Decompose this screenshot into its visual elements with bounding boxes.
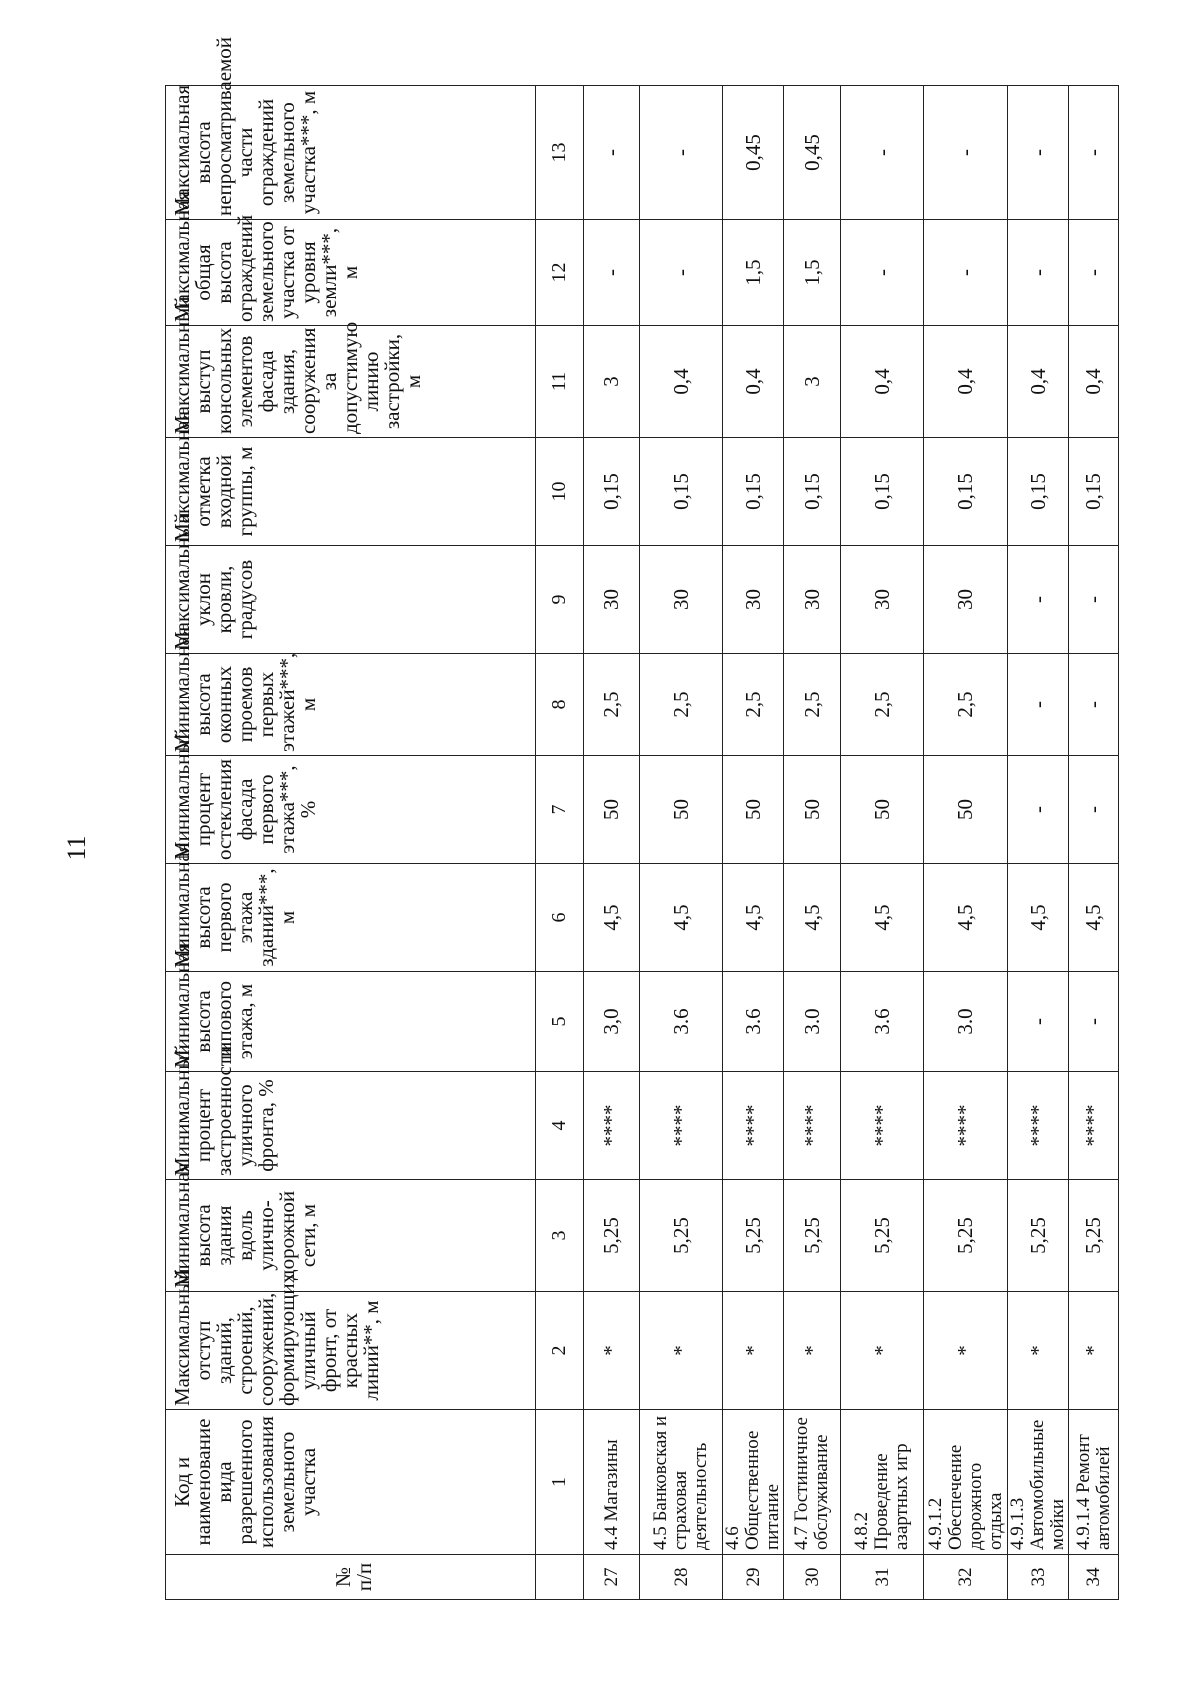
table-cell: 2,5 [841,654,924,756]
table-cell: - [841,86,924,220]
table-cell: **** [1008,1072,1069,1180]
table-cell: 3.0 [784,972,841,1072]
table-cell: * [784,1292,841,1410]
table-cell: - [1069,972,1119,1072]
column-number: 6 [536,864,584,972]
table-cell: 50 [784,756,841,864]
row-index: 29 [723,1555,784,1600]
table-cell: - [1008,972,1069,1072]
header-cell: Максимальный уклон кровли, градусов [166,546,536,654]
header-cell: Минимальная высота здания вдоль улично-дорожной сети, м [166,1180,536,1292]
table-cell: 0,4 [924,326,1008,438]
table-cell: - [1008,756,1069,864]
table-cell: 5,25 [841,1180,924,1292]
column-number: 9 [536,546,584,654]
column-number: 10 [536,438,584,546]
table-cell: 5,25 [584,1180,640,1292]
table-cell: - [584,220,640,326]
column-number-row [536,86,584,1600]
table-cell: 5,25 [1008,1180,1069,1292]
page-number: 11 [62,835,91,861]
header-cell: Минимальный процент остекления фасада первого этажа***, % [166,756,536,864]
column-number: 8 [536,654,584,756]
table-row [723,86,784,1600]
table-cell: 3,0 [584,972,640,1072]
table-cell: 0,15 [723,438,784,546]
column-number: 13 [536,86,584,220]
table-cell: 0,15 [640,438,723,546]
table-cell: 0,45 [784,86,841,220]
table-cell: 50 [723,756,784,864]
header-cell: Минимальная высота оконных проемов первых этажей***, м [166,654,536,756]
table-cell: 2,5 [584,654,640,756]
table-cell: 2,5 [784,654,841,756]
table-cell: 0,4 [1069,326,1119,438]
table-cell: - [640,86,723,220]
table-cell: 5,25 [640,1180,723,1292]
table-cell: 50 [640,756,723,864]
table-cell: 30 [640,546,723,654]
header-cell: Максимальная общая высота ограждений земельного участка от уровня земли***, м [166,220,536,326]
land-use-name: 4.9.1.3 Автомобильные мойки [1008,1410,1069,1555]
header-cell: Максимальная высота непросматриваемой части ограждений земельного участка***, м [166,86,536,220]
table-cell: 0,15 [784,438,841,546]
table-cell: 0,15 [924,438,1008,546]
header-cell: № п/п [166,1555,536,1600]
column-number: 4 [536,1072,584,1180]
column-number: 12 [536,220,584,326]
table-cell: 0,4 [723,326,784,438]
table-cell: 30 [841,546,924,654]
land-use-name: 4.5 Банковская и страховая деятельность [640,1410,723,1555]
land-use-name: 4.4 Магазины [584,1410,640,1555]
table-cell: 3.6 [723,972,784,1072]
header-cell: Максимальный отступ зданий, строений, сооружений, формирующих уличный фронт, от красных линий**, м [166,1292,536,1410]
table-cell: 4,5 [723,864,784,972]
table-cell: 5,25 [1069,1180,1119,1292]
column-number: 3 [536,1180,584,1292]
table-cell: 4,5 [1069,864,1119,972]
column-number: 1 [536,1410,584,1555]
row-index: 27 [584,1555,640,1600]
table-cell: 2,5 [723,654,784,756]
land-use-name: 4.9.1.4 Ремонт автомобилей [1069,1410,1119,1555]
header-cell: Минимальная высота типового этажа, м [166,972,536,1072]
column-number: 5 [536,972,584,1072]
table-cell: 0,15 [841,438,924,546]
table-row [1069,86,1119,1600]
table-cell: * [1069,1292,1119,1410]
table-row [924,86,1008,1600]
header-cell: Максимальная отметка входной группы, м [166,438,536,546]
table-cell: 4,5 [924,864,1008,972]
table-cell: - [1008,86,1069,220]
table-cell: **** [841,1072,924,1180]
table-cell: 0,45 [723,86,784,220]
table-cell: - [1069,546,1119,654]
row-index: 28 [640,1555,723,1600]
land-use-name: 4.8.2 Проведение азартных игр [841,1410,924,1555]
table-cell: * [924,1292,1008,1410]
row-index: 33 [1008,1555,1069,1600]
table-cell: 3.6 [841,972,924,1072]
table-cell: 0,4 [841,326,924,438]
table-cell: **** [924,1072,1008,1180]
table-cell: 50 [924,756,1008,864]
table-cell: 3.0 [924,972,1008,1072]
column-number: 11 [536,326,584,438]
table-cell: 30 [584,546,640,654]
header-cell: Минимальная высота первого этажа зданий***, м [166,864,536,972]
table-cell: **** [640,1072,723,1180]
table-cell: 5,25 [723,1180,784,1292]
table-cell: 0,15 [584,438,640,546]
land-use-name: 4.9.1.2 Обеспечение дорожного отдыха [924,1410,1008,1555]
header-row [166,86,536,1600]
table-cell: - [1069,86,1119,220]
table-cell: 1,5 [723,220,784,326]
table-cell: 30 [784,546,841,654]
table-row [784,86,841,1600]
table-cell: * [841,1292,924,1410]
table-cell: - [1069,654,1119,756]
table-cell: - [924,86,1008,220]
table-cell: - [1008,220,1069,326]
header-cell: Код и наименование вида разрешенного использования земельного участка [166,1410,536,1555]
table-cell: 50 [584,756,640,864]
table-cell: - [640,220,723,326]
row-index: 30 [784,1555,841,1600]
table-cell: - [1069,756,1119,864]
table-cell: **** [1069,1072,1119,1180]
table-cell: **** [723,1072,784,1180]
table-cell: 1,5 [784,220,841,326]
table-cell: 4,5 [1008,864,1069,972]
table-cell: 2,5 [640,654,723,756]
row-index: 31 [841,1555,924,1600]
table-cell: 0,4 [640,326,723,438]
table-cell: * [1008,1292,1069,1410]
table-cell: 5,25 [924,1180,1008,1292]
table-cell: 0,4 [1008,326,1069,438]
column-number: 2 [536,1292,584,1410]
table-cell: 0,15 [1008,438,1069,546]
table-cell: 3.6 [640,972,723,1072]
table-cell: * [723,1292,784,1410]
table-cell: 5,25 [784,1180,841,1292]
table-cell: - [1008,546,1069,654]
table-row [841,86,924,1600]
column-number: 7 [536,756,584,864]
table-cell: * [584,1292,640,1410]
table-row [640,86,723,1600]
row-index: 32 [924,1555,1008,1600]
rotated-table-container [165,36,1114,1600]
table-cell: 4,5 [784,864,841,972]
row-index: 34 [1069,1555,1119,1600]
table-cell: 30 [723,546,784,654]
table-cell: **** [584,1072,640,1180]
table-cell: 3 [584,326,640,438]
table-cell: **** [784,1072,841,1180]
table-cell: 4,5 [640,864,723,972]
table-cell: 50 [841,756,924,864]
header-cell: Максимальный выступ консольных элементов фасада здания, сооружения за допустимую линию застройки, м [166,326,536,438]
column-number [536,1555,584,1600]
table-cell: 3 [784,326,841,438]
table-cell: 0,15 [1069,438,1119,546]
land-use-name: 4.7 Гостиничное обслуживание [784,1410,841,1555]
table-cell: * [640,1292,723,1410]
table-cell: - [1008,654,1069,756]
table-cell: 4,5 [584,864,640,972]
table-cell: - [924,220,1008,326]
table-cell: - [584,86,640,220]
table-cell: 4,5 [841,864,924,972]
table-cell: 2,5 [924,654,1008,756]
table-cell: - [1069,220,1119,326]
parameters-table [165,36,1119,1600]
land-use-name: 4.6 Общественное питание [723,1410,784,1555]
table-row [1008,86,1069,1600]
header-cell: Минимальный процент застроенности уличного фронта, % [166,1072,536,1180]
table-cell: - [841,220,924,326]
table-row [584,86,640,1600]
table-cell: 30 [924,546,1008,654]
